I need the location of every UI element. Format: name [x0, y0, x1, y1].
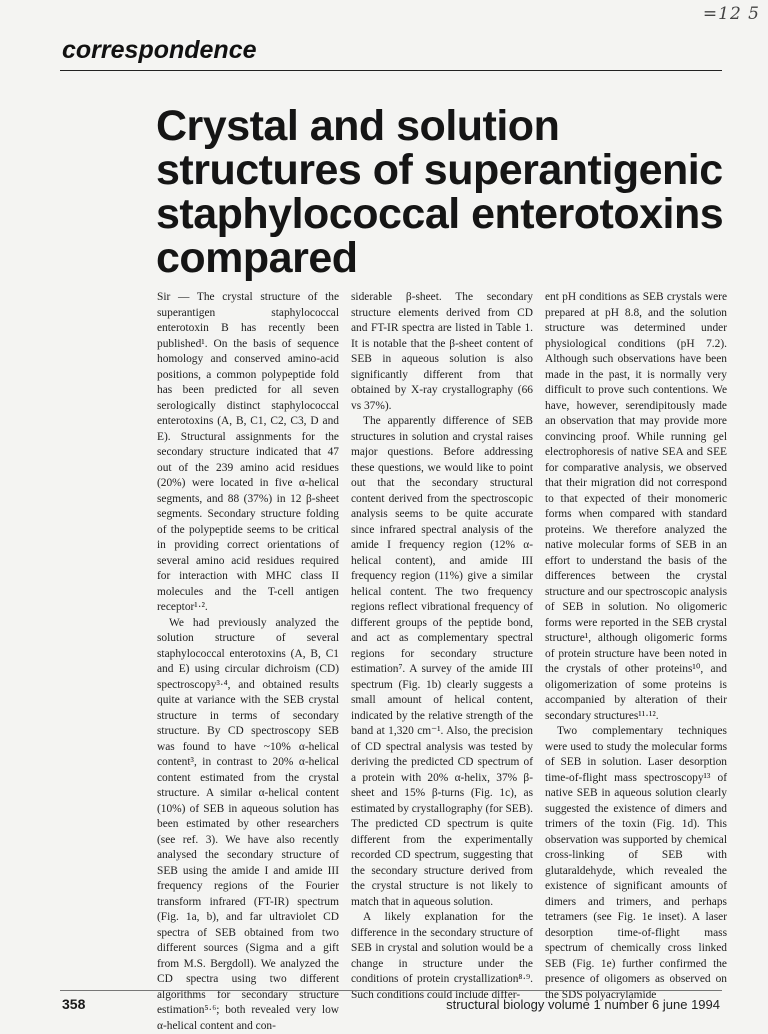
paragraph: siderable β-sheet. The secondary structure elements derived from CD and FT-IR spectra are listed in Table 1. It is notable that the β-sheet content of SEB in aqueous solution is also significantly different from that obtained by X-ray crystallography (66 vs 37%).	[351, 290, 533, 414]
paragraph: Sir — The crystal structure of the superantigen staphylococcal enterotoxin B has recently been published¹. On the basis of sequence homology and conserved amino-acid positions, a common polypeptide fold has been predicted for all seven serologically distinct staphylococcal enterotoxins (A, B, C1, C2, C3, D and E). Structural assignments for the secondary structure indicated that 47 out of the 239 amino acid residues (20%) were located in five α-helical segments, and 88 (37%) in 12 β-sheet segments. Secondary structure folding of the polypeptide seems to be critical in providing correct orientations of several amino acid residues required for interaction with MHC class II molecules and the T-cell antigen receptor¹·².	[157, 290, 339, 616]
footer-rule	[60, 990, 722, 991]
article-body	[157, 290, 727, 990]
column-1	[157, 290, 339, 990]
page-number: 358	[62, 996, 85, 1012]
paragraph: A likely explanation for the difference in the secondary structure of SEB in crystal and solution would be a change in structure under the conditions of protein crystallization⁸·⁹. Such conditions could include differ-	[351, 910, 533, 1003]
paragraph: Two complementary techniques were used to study the molecular forms of SEB in solution. Laser desorption time-of-flight mass spectroscopy¹³ of native SEB in aqueous solution clearly suggested the existence of dimers and trimers of the toxin (Fig. 1d). This observation was supported by chemical cross-linking of SEB with glutaraldehyde, which revealed the existence of significant amounts of dimers and trimers, and perhaps tetramers (see Fig. 1e inset). A laser desorption time-of-flight mass spectrum of chemically cross linked SEB (Fig. 1e) further confirmed the presence of oligomers as observed on the SDS polyacrylamide	[545, 724, 727, 1003]
section-label: correspondence	[62, 36, 257, 65]
paragraph: ent pH conditions as SEB crystals were prepared at pH 8.8, and the solution structure was determined under physiological conditions (pH 7.2). Although such observations have been made in the past, it is normally very difficult to prove such contentions. We have, however, serendipitously made an observation that may provide more convincing proof. While running gel electrophoresis of native SEA and SEE for comparative analysis, we observed that their migration did not correspond to that expected of their monomeric forms when compared with standard proteins. We therefore analyzed the native molecular forms of SEB in an effort to understand the basis of the differences between the crystal structure and our spectroscopic analysis of SEB in solution. No oligomeric forms were reported in the SEB crystal structure¹, although oligomeric forms of protein structure have been noted in the crystals of other proteins¹⁰, and oligomerization of some proteins is accompanied by alteration of their secondary structures¹¹·¹².	[545, 290, 727, 724]
journal-citation: structural biology volume 1 number 6 june 1994	[446, 997, 720, 1012]
paragraph: The apparently difference of SEB structures in solution and crystal raises major questions. Before addressing these questions, we would like to point out that the secondary structural content derived from the spectroscopic analysis seems to be quite accurate since infrared spectral analysis of the amide I frequency region (12% α-helical content), and amide III frequency region (11%) give a similar helical content. The two frequency regions reflect vibrational frequency of different groups of the peptide bond, and act as complementary spectral regions for secondary structure estimation⁷. A survey of the amide III spectrum (Fig. 1b) clearly suggests a small amount of helical content, indicated by the relative strength of the band at 1,320 cm⁻¹. Also, the precision of CD spectral analysis was tested by deriving the predicted CD spectrum of a protein with 20% α-helix, 37% β-sheet and 15% β-turns (Fig. 1c), as estimated by crystallography (for SEB). The predicted CD spectrum is quite different from the experimentally recorded CD spectrum, suggesting that the secondary structure derived from the crystal structure is not likely to match that in aqueous solution.	[351, 414, 533, 910]
article-title: Crystal and solution structures of superantigenic staphylococcal enterotoxins compared	[156, 104, 736, 280]
column-3	[545, 290, 727, 990]
paragraph: We had previously analyzed the solution structure of several staphylococcal enterotoxins (A, B, C1 and E) using circular dichroism (CD) spectroscopy³·⁴, and obtained results quite at variance with the SEB crystal structure in terms of secondary structure. By CD spectroscopy SEB was found to have ~10% α-helical content³, in contrast to 20% α-helical content estimated from the crystal structure. A similar α-helical content (10%) of SEB in aqueous solution has been estimated by other researchers (see ref. 3). We have also recently analysed the secondary structure of SEB using the amide I and amide III frequency regions of the Fourier transform infrared (FT-IR) spectrum (Fig. 1a, b), and far ultraviolet CD spectra of SEB obtained from two different sources (Sigma and a gift from M.S. Bergdoll). We analyzed the CD spectra using two different algorithms for secondary structure estimation⁵·⁶; both revealed very low α-helical content and con-	[157, 616, 339, 1034]
column-2	[351, 290, 533, 990]
handwritten-note: =12 5	[698, 4, 760, 30]
header-rule	[60, 70, 722, 71]
